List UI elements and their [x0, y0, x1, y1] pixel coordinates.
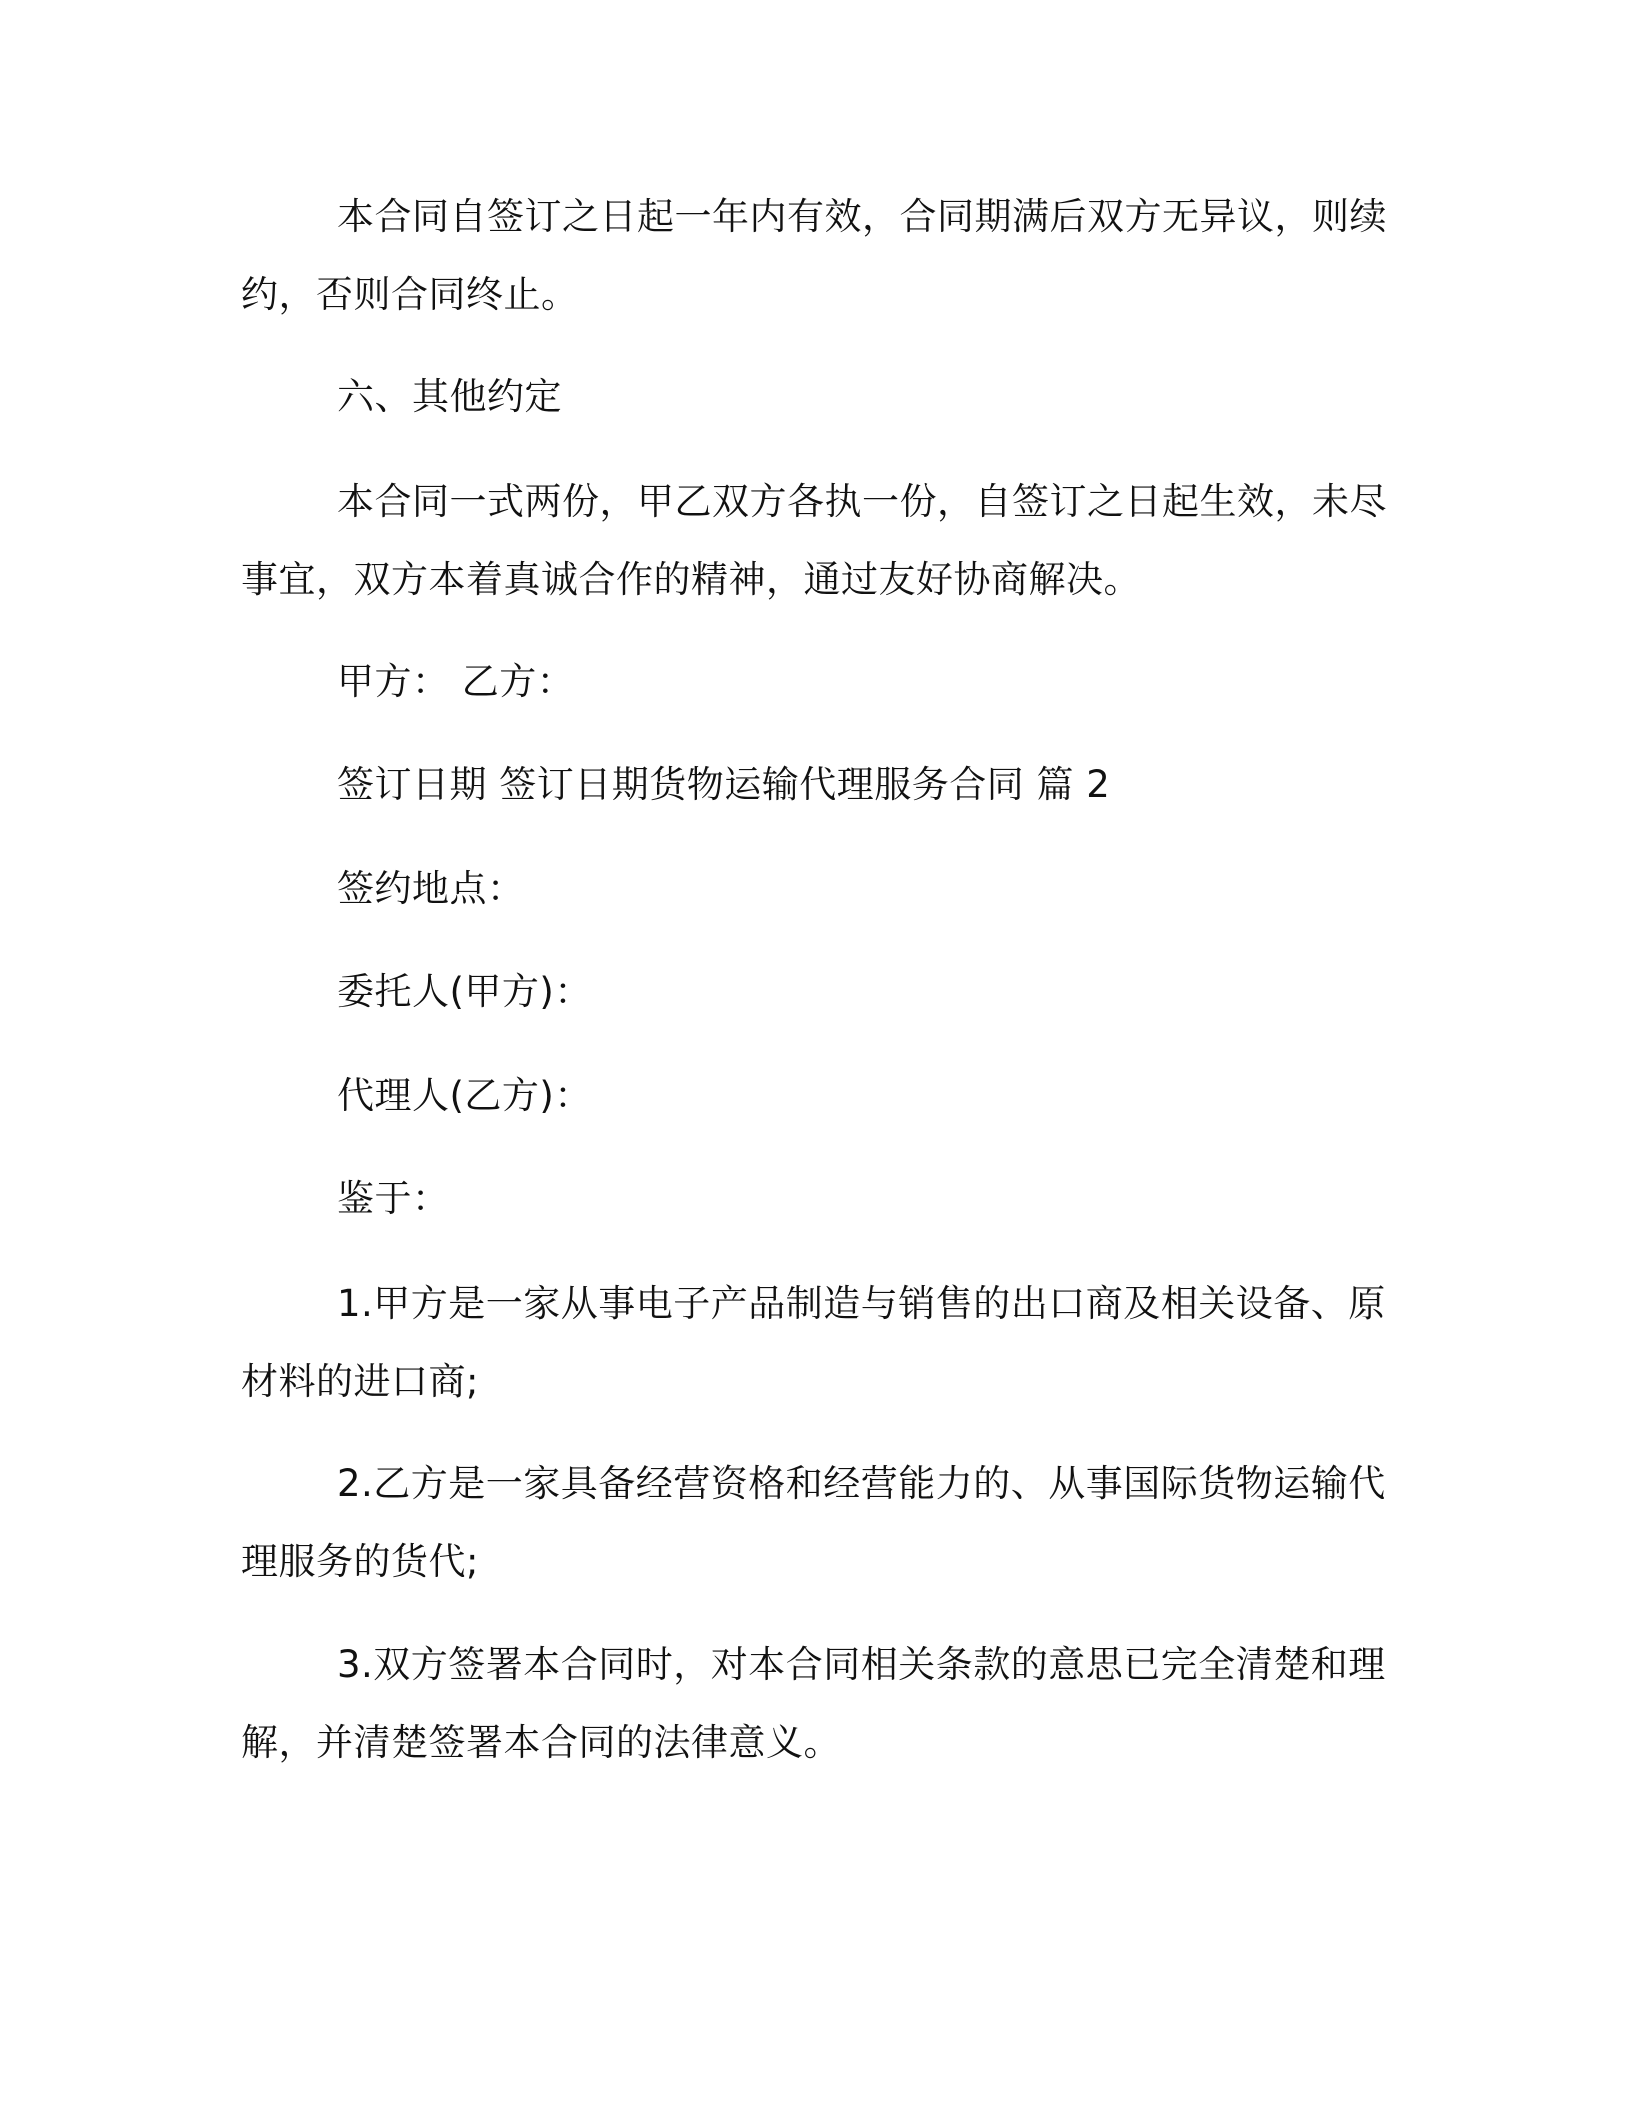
paragraph-date-title: [241, 746, 1381, 824]
paragraph-item3: [241, 1626, 1386, 1782]
paragraph-validity: [241, 178, 1387, 334]
text-line: 甲方： 乙方：: [337, 660, 575, 703]
paragraph-place: [241, 850, 1381, 928]
text-line: 3.双方签署本合同时，对本合同相关条款的意思已完全清楚和理: [337, 1643, 1386, 1686]
paragraph-agent: [241, 1057, 1381, 1135]
text-line: 本合同自签订之日起一年内有效，合同期满后双方无异议，则续: [337, 195, 1387, 238]
section-heading: [241, 358, 1381, 436]
text-line: 材料的进口商;: [241, 1360, 479, 1403]
paragraph-copies: [241, 463, 1387, 619]
paragraph-item1: [241, 1265, 1386, 1421]
text-line: 代理人(乙方)：: [337, 1074, 592, 1117]
paragraph-whereas: [241, 1160, 1381, 1238]
text-line: 委托人(甲方)：: [337, 970, 592, 1013]
text-line: 理服务的货代;: [241, 1540, 479, 1583]
paragraph-principal: [241, 953, 1381, 1031]
text-line: 签订日期 签订日期货物运输代理服务合同 篇 2: [337, 763, 1111, 806]
text-line: 1.甲方是一家从事电子产品制造与销售的出口商及相关设备、原: [337, 1282, 1386, 1325]
text-line: 签约地点：: [337, 867, 525, 910]
text-line: 解，并清楚签署本合同的法律意义。: [241, 1721, 841, 1764]
text-line: 鉴于：: [337, 1177, 450, 1220]
text-line: 约，否则合同终止。: [241, 273, 579, 316]
paragraph-item2: [241, 1445, 1386, 1601]
text-line: 六、其他约定: [337, 375, 562, 418]
text-line: 本合同一式两份，甲乙双方各执一份，自签订之日起生效，未尽: [337, 480, 1387, 523]
paragraph-parties: [241, 643, 1381, 721]
text-line: 事宜，双方本着真诚合作的精神，通过友好协商解决。: [241, 558, 1141, 601]
text-line: 2.乙方是一家具备经营资格和经营能力的、从事国际货物运输代: [337, 1462, 1386, 1505]
